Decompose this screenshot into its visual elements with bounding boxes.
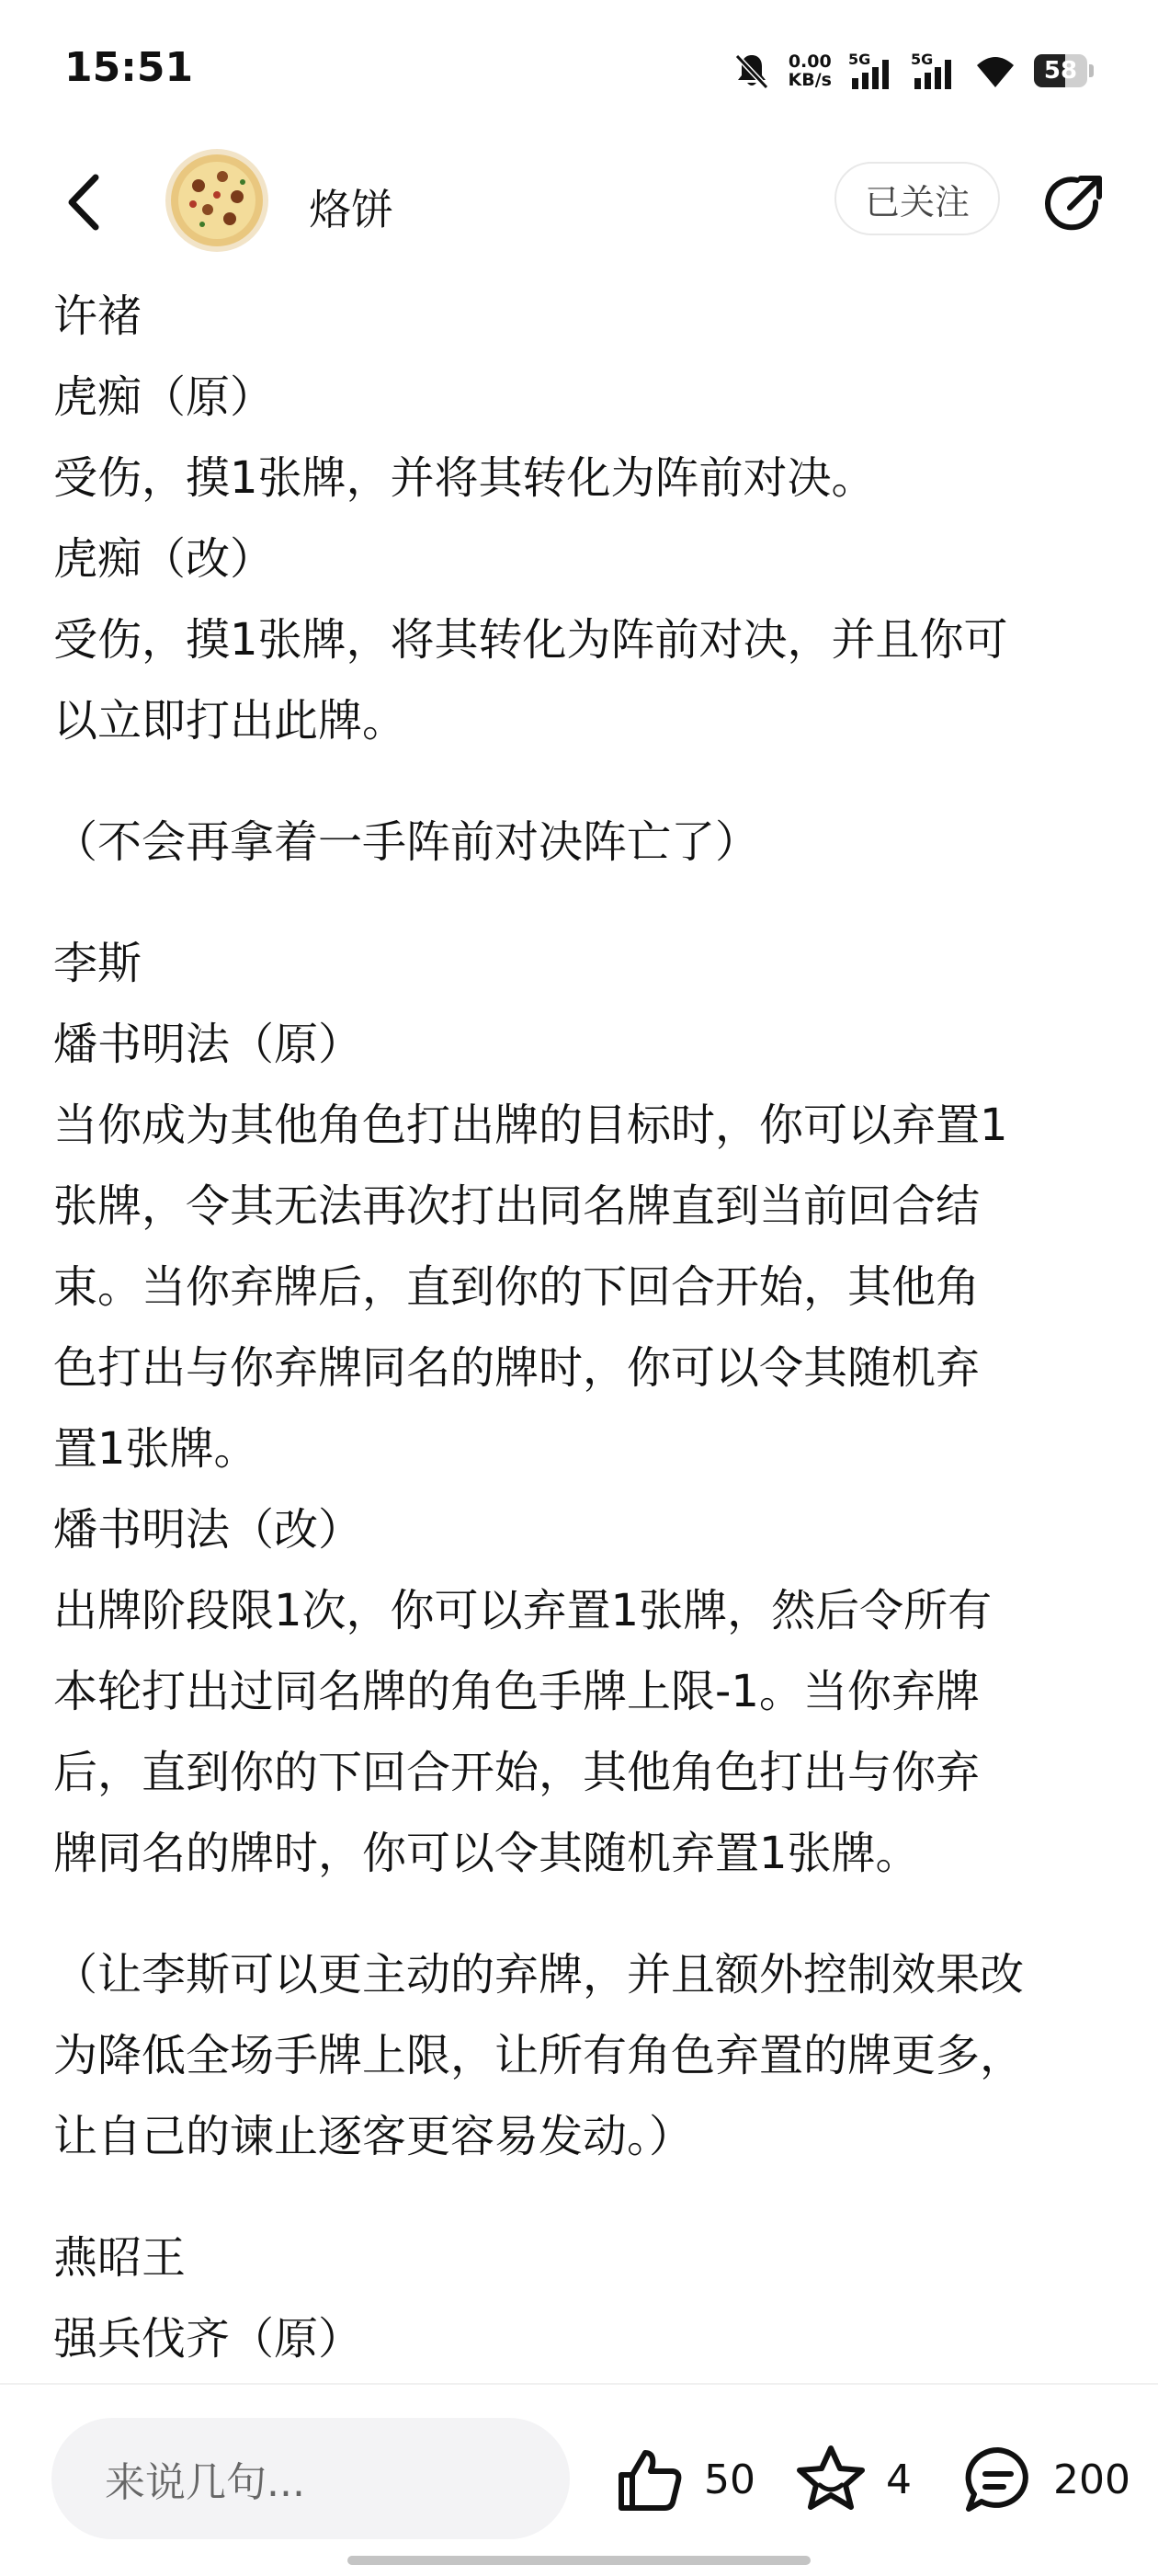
chevron-left-icon — [61, 170, 107, 234]
text-line: 受伤，摸1张牌，并将其转化为阵前对决。 — [53, 452, 876, 504]
text-line: 燕昭王 — [53, 2232, 187, 2284]
status-time: 15:51 — [64, 44, 194, 91]
battery-icon — [1034, 54, 1094, 87]
text-line: （不会再拿着一手阵前对决阵亡了） — [53, 816, 760, 868]
content-block — [53, 923, 1110, 1894]
text-line: 色打出与你弃牌同名的牌时，你可以令其随机弃 — [53, 1342, 981, 1394]
text-line: 牌同名的牌时，你可以令其随机弃置1张牌。 — [53, 1828, 920, 1879]
text-line: 后，直到你的下回合开始，其他角色打出与你弃 — [53, 1747, 981, 1798]
text-line: 出牌阶段限1次，你可以弃置1张牌，然后令所有 — [53, 1585, 993, 1636]
comment-icon — [961, 2443, 1035, 2516]
text-line: 受伤，摸1张牌，将其转化为阵前对决，并且你可 — [53, 614, 1008, 666]
star-icon — [794, 2443, 868, 2516]
like-button[interactable] — [614, 2438, 755, 2521]
pizza-avatar-icon — [165, 149, 268, 252]
text-line: 让自己的谏止逐客更容易发动。） — [53, 2111, 694, 2162]
sim2-label: 5G — [911, 51, 934, 68]
text-line: 强兵伐齐（原） — [53, 2313, 363, 2365]
text-line: 许褚 — [53, 291, 142, 342]
signal-sim1 — [848, 51, 894, 91]
back-button[interactable] — [51, 165, 116, 239]
wifi-icon — [973, 52, 1017, 89]
text-line: 李斯 — [53, 938, 142, 989]
post-header — [0, 138, 1158, 267]
text-line: 本轮打出过同名牌的角色手牌上限-1。当你弃牌 — [53, 1666, 980, 1717]
comment-input[interactable]: 来说几句... — [51, 2418, 570, 2539]
text-line: 张牌，令其无法再次打出同名牌直到当前回合结 — [53, 1180, 981, 1232]
content-block — [53, 802, 1110, 883]
status-icons — [732, 48, 1094, 94]
content-block — [53, 1934, 1110, 2177]
network-speed — [789, 52, 832, 89]
favorite-count: 4 — [886, 2456, 912, 2503]
signal-sim2 — [911, 51, 957, 91]
battery-level: 58 — [1043, 57, 1078, 85]
signal-icon — [911, 51, 957, 91]
home-indicator[interactable] — [347, 2556, 811, 2565]
signal-icon — [848, 51, 894, 91]
content-block — [53, 276, 1110, 761]
share-icon — [1039, 169, 1108, 239]
status-bar — [0, 0, 1158, 138]
text-line: 虎痴（原） — [53, 371, 275, 423]
follow-button[interactable]: 已关注 — [834, 162, 1000, 235]
sim1-label: 5G — [848, 51, 871, 68]
network-speed-value: 0.00 — [788, 51, 832, 72]
thumbs-up-icon — [614, 2444, 686, 2515]
comment-button[interactable] — [961, 2438, 1130, 2521]
text-line: 燔书明法（原） — [53, 1019, 363, 1070]
bottom-action-bar — [0, 2383, 1158, 2576]
mute-bell-icon — [732, 51, 772, 91]
content-block — [53, 2217, 1110, 2379]
post-content — [53, 276, 1110, 2381]
text-line: 当你成为其他角色打出牌的目标时，你可以弃置1 — [53, 1100, 1008, 1151]
text-line: 束。当你弃牌后，直到你的下回合开始，其他角 — [53, 1261, 981, 1313]
share-button[interactable] — [1035, 165, 1112, 243]
comment-count: 200 — [1053, 2456, 1130, 2503]
avatar[interactable] — [165, 149, 268, 252]
author-name[interactable]: 烙饼 — [309, 185, 393, 234]
text-line: （让李斯可以更主动的弃牌，并且额外控制效果改 — [53, 1949, 1025, 2000]
text-line: 置1张牌。 — [53, 1423, 258, 1475]
text-line: 虎痴（改） — [53, 533, 275, 585]
network-speed-unit: KB/s — [788, 70, 832, 90]
like-count: 50 — [704, 2456, 755, 2503]
text-line: 以立即打出此牌。 — [53, 695, 407, 747]
text-line: 为降低全场手牌上限，让所有角色弃置的牌更多， — [53, 2030, 1025, 2081]
text-line: 燔书明法（改） — [53, 1504, 363, 1556]
favorite-button[interactable] — [794, 2438, 912, 2521]
